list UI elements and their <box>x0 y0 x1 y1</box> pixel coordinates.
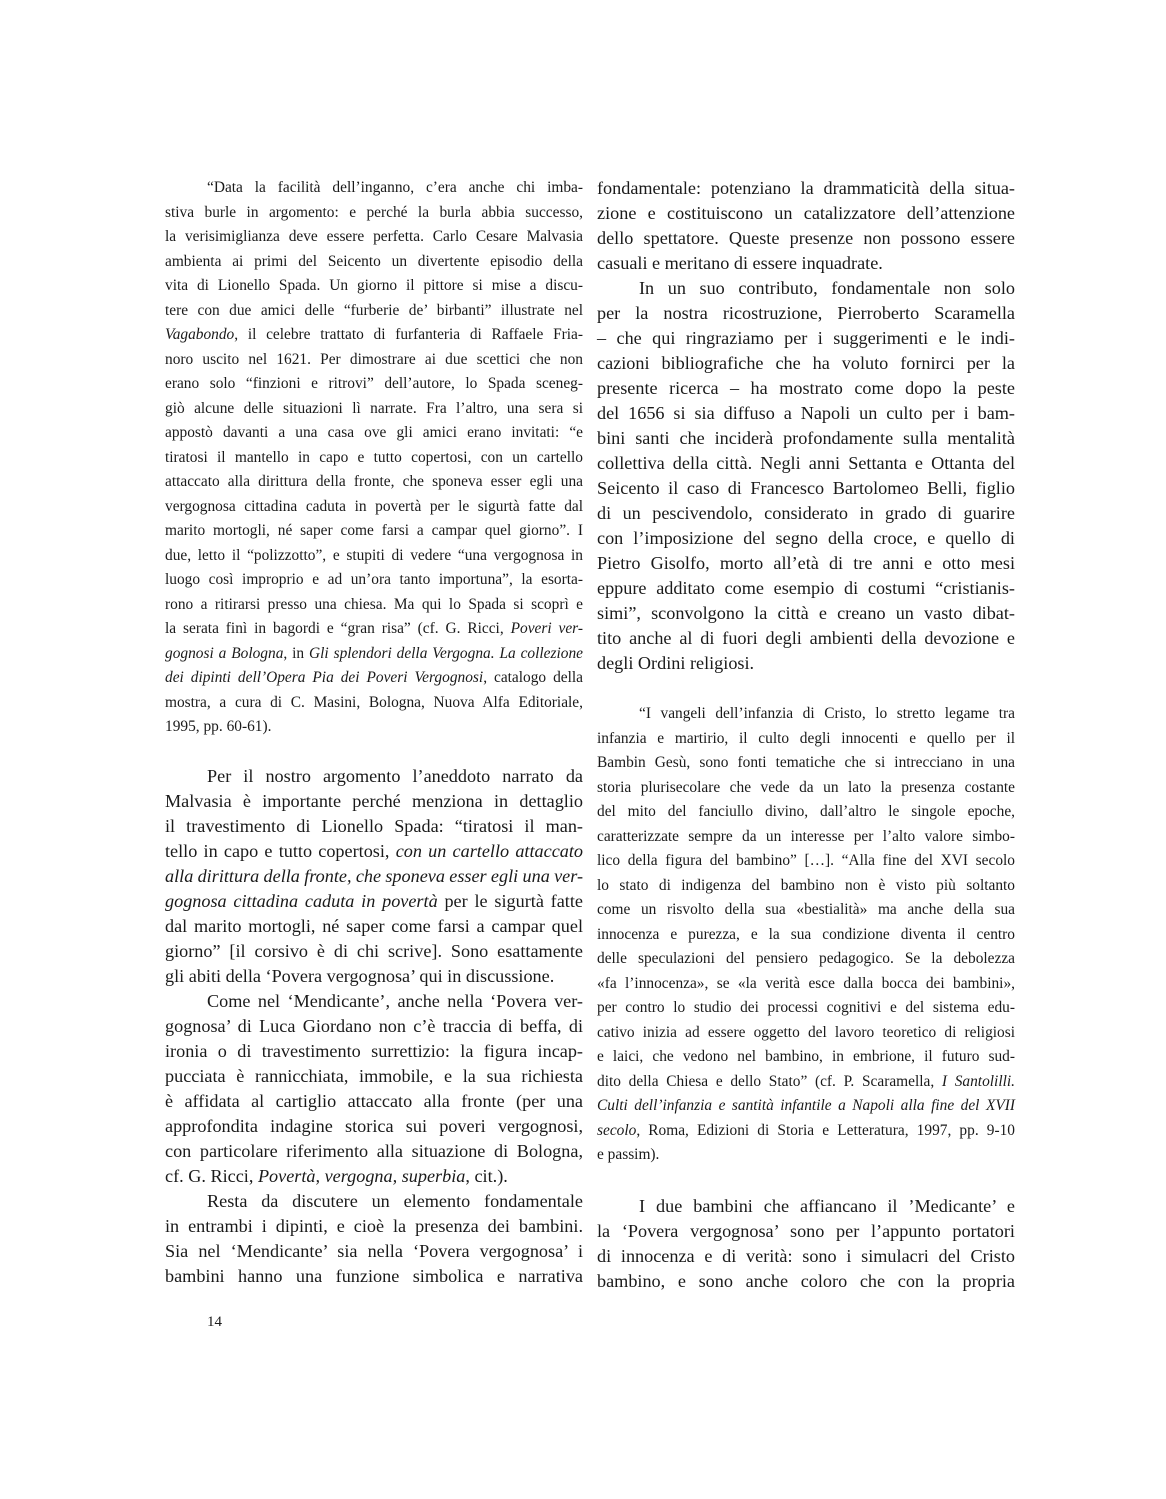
text-line: tiratosi il mantello in capo e tutto copertosi, con un cartello <box>165 448 583 466</box>
text-line: del 1656 si sia diffuso a Napoli un culto per i bam- <box>597 403 1015 423</box>
text-line: fondamentale: potenziano la drammaticità della situa- <box>597 178 1015 198</box>
text-line: caratterizzate sempre da un interesse per l’alto valore simbo- <box>597 827 1015 845</box>
text-line <box>165 642 583 667</box>
text-line: collettiva della città. Negli anni Settanta e Ottanta del <box>597 453 1015 473</box>
text-span: , in <box>283 644 310 662</box>
text-line: cativo inizia ad essere oggetto del lavoro teoretico di religiosi <box>597 1023 1015 1041</box>
text-span: , il celebre trattato di furfanteria di Raffaele Fria- <box>234 326 583 343</box>
text-line: simi”, sconvolgono la città e creano un vasto dibat- <box>597 603 1015 623</box>
text-span: , cit.). <box>465 1166 508 1186</box>
text-line: come un risvolto della sua «bestialità» ma anche della sua <box>597 901 1015 918</box>
text-line: Pietro Gisolfo, morto all’età di tre anni e otto mesi <box>597 553 1015 573</box>
text-line: Sia nel ‘Mendicante’ sia nella ‘Povera vergognosa’ i <box>165 1241 583 1261</box>
text-line: presente ricerca – ha mostrato come dopo la peste <box>597 378 1015 398</box>
text-line: luogo così improprio e ad un’ora tanto importuna”, la esorta- <box>165 571 583 588</box>
text-line: gognosa’ di Luca Giordano non c’è traccia di beffa, di <box>165 1016 583 1036</box>
text-span: , Roma, Edizioni di Storia e Letteratura, 1997, pp. 9-10 <box>636 1121 1015 1139</box>
text-line: 1995, pp. 60-61). <box>165 718 272 735</box>
text-line: bambino, e sono anche coloro che con la propria <box>597 1270 1015 1291</box>
page-number: 14 <box>207 1314 222 1330</box>
text-line: pucciata è rannicchiata, immobile, e la sua richiesta <box>165 1066 583 1086</box>
text-line: la ‘Povera vergognosa’ sono per l’appunto portatori <box>597 1220 1015 1241</box>
italic-title: dei dipinti dell’Opera Pia dei Poveri Vergognosi <box>165 669 484 686</box>
text-line: marito mortogli, né saper come farsi a campar quel giorno”. I <box>165 522 583 539</box>
italic-title: Gli splendori della Vergogna. La collezione <box>309 644 583 662</box>
text-line: con particolare riferimento alla situazione di Bologna, <box>165 1141 583 1161</box>
text-line: eppure additato come esempio di costumi “cristianis- <box>597 578 1015 598</box>
text-line: Bambin Gesù, sono fonti tematiche che si intrecciano in una <box>597 754 1015 771</box>
italic-title: I Santolilli. <box>941 1072 1015 1090</box>
text-line: “Data la facilità dell’inganno, c’era anche chi imba- <box>207 179 583 196</box>
text-line: per contro lo studio dei processi cognitivi e del sistema edu- <box>597 999 1015 1016</box>
text-line: – che qui ringraziamo per i suggerimenti e le indi- <box>597 328 1015 348</box>
quote-block-malvasia <box>165 176 583 742</box>
text-line: rono a ritirarsi presso una chiesa. Ma qui lo Spada si scoprì e <box>165 595 583 613</box>
text-line: è affidata al cartiglio attaccato alla fronte (per una <box>165 1091 583 1111</box>
paragraph-scaramella <box>597 276 1015 676</box>
text-line: tito anche al di fuori degli ambienti della devozione e <box>597 628 1015 648</box>
text-line: appostò davanti a una casa ove gli amici erano invitati: “e <box>165 424 583 441</box>
text-line: noro uscito nel 1621. Per dimostrare ai due scettici che non <box>165 350 583 368</box>
text-line: zione e costituiscono un catalizzatore dell’attenzione <box>597 203 1015 223</box>
text-line: e laici, che vedono nel bambino, in embrione, il futuro sud- <box>597 1048 1015 1065</box>
text-line: giò alcune delle situazioni lì narrate. Fra l’altro, una sera si <box>165 399 583 417</box>
italic-title: secolo <box>597 1121 637 1139</box>
italic-title: gognosi a Bologna <box>165 644 284 662</box>
text-line <box>165 839 583 864</box>
text-line: innocenza e purezza, e la sua condizione diventa il centro <box>597 925 1015 943</box>
italic-quote: alla dirittura della fronte, che sponeva esser egli una ver- <box>165 866 583 886</box>
text-line: “I vangeli dell’infanzia di Cristo, lo stretto legame tra <box>639 705 1015 722</box>
text-line <box>597 1119 1015 1144</box>
text-line: vita di Lionello Spada. Un giorno il pittore si mise a discu- <box>165 277 583 294</box>
text-line: delle speculazioni del pensiero pedagogico. Se la debolezza <box>597 950 1015 967</box>
text-line: «fa l’innocenza», se «la verità esce dalla bocca dei bambini», <box>597 974 1015 992</box>
text-line: ironia o di travestimento surrettizio: la figura incap- <box>165 1041 583 1061</box>
text-line <box>165 864 583 889</box>
text-line: per la nostra ricostruzione, Pierroberto Scaramella <box>597 303 1015 323</box>
text-line: la verisimiglianza deve essere perfetta. Carlo Cesare Malvasia <box>165 228 583 245</box>
paragraph-due-bambini <box>597 1194 1015 1294</box>
italic-quote: gognosa cittadina caduta in povertà <box>165 891 438 911</box>
text-line: giorno” [il corsivo è di chi scrive]. Sono esattamente <box>165 941 583 961</box>
text-line: di innocenza e di verità: sono i simulacri del Cristo <box>597 1245 1015 1266</box>
text-line: e passim). <box>597 1146 660 1163</box>
text-line: con l’imposizione del segno della croce, e quello di <box>597 528 1015 548</box>
text-line: stiva burle in argomento: e perché la burla abbia successo, <box>165 203 583 221</box>
text-line: attaccato alla dirittura della fronte, che sponeva esser egli una <box>165 473 583 490</box>
text-line <box>165 666 583 691</box>
text-line: cazioni bibliografiche che ha voluto fornirci per la <box>597 353 1015 373</box>
text-line: del mito del fanciullo divino, dall’altro le singole epoche, <box>597 803 1015 820</box>
paragraph-aneddoto <box>165 764 583 989</box>
text-span: per le sigurtà fatte <box>437 891 583 911</box>
text-line: bambini hanno una funzione simbolica e narrativa <box>165 1266 583 1286</box>
text-line: ambienta ai primi del Seicento un divertente episodio della <box>165 252 583 270</box>
text-line: Come nel ‘Mendicante’, anche nella ‘Povera ver- <box>207 991 583 1011</box>
text-line: erano solo “finzioni e ritrovi” dell’autore, lo Spada sceneg- <box>165 375 583 392</box>
text-line: Malvasia è importante perché menziona in dettaglio <box>165 791 583 811</box>
text-line <box>165 1164 583 1189</box>
text-line <box>597 1070 1015 1095</box>
text-span: cf. G. Ricci, <box>165 1166 258 1186</box>
paragraph-mendicante <box>165 989 583 1189</box>
text-line: di un pescivendolo, considerato in grado di guarire <box>597 503 1015 523</box>
text-line: Per il nostro argomento l’aneddoto narrato da <box>207 766 583 786</box>
italic-quote: con un cartello attaccato <box>395 841 584 861</box>
text-line: approfondita indagine storica sui poveri vergognosi, <box>165 1116 583 1136</box>
italic-title: Vagabondo <box>165 326 235 343</box>
text-line: In un suo contributo, fondamentale non solo <box>639 278 1015 298</box>
text-line: gli abiti della ‘Povera vergognosa’ qui in discussione. <box>165 966 555 986</box>
text-line: il travestimento di Lionello Spada: “tiratosi il man- <box>165 816 583 836</box>
text-line: lo stato di indigenza del bambino non è visto più soltanto <box>597 876 1015 894</box>
text-line <box>597 1094 1015 1119</box>
text-line <box>165 889 583 914</box>
paragraph-continuation <box>597 176 1015 276</box>
text-line: dal marito mortogli, né saper come farsi a campar quel <box>165 916 583 936</box>
italic-title: Culti dell’infanzia e santità infantile a Napoli alla fine del XVII <box>597 1097 1015 1114</box>
text-line: casuali e meritano di essere inquadrate. <box>597 253 883 273</box>
text-line: Seicento il caso di Francesco Bartolomeo Belli, figlio <box>597 478 1015 498</box>
text-line: dello spettatore. Queste presenze non possono essere <box>597 228 1015 248</box>
text-line: mostra, a cura di C. Masini, Bologna, Nuova Alfa Editoriale, <box>165 693 583 711</box>
text-line: tere con due amici delle “furberie de’ birbanti” illustrate nel <box>165 301 583 319</box>
text-line: in entrambi i dipinti, e cioè la presenza dei bambini. <box>165 1216 583 1236</box>
text-span: la serata finì in bagordi e “gran risa” (cf. G. Ricci, <box>165 620 511 637</box>
text-line: due, letto il “polizzotto”, e stupiti di vedere “una vergognosa in <box>165 546 583 564</box>
text-line: degli Ordini religiosi. <box>597 653 755 673</box>
text-span: , catalogo della <box>483 669 583 686</box>
text-line <box>165 617 583 642</box>
text-line: I due bambini che affiancano il ’Medicante’ e <box>639 1195 1015 1216</box>
italic-title: Povertà, vergogna, superbia <box>257 1166 466 1186</box>
right-column <box>597 176 1015 1294</box>
paragraph-bambini <box>165 1189 583 1289</box>
quote-block-scaramella <box>597 702 1015 1168</box>
italic-title: Poveri ver- <box>510 620 583 637</box>
text-line: Resta da discutere un elemento fondamentale <box>207 1191 583 1211</box>
text-line: infanzia e martirio, il culto degli innocenti e quello per il <box>597 729 1015 747</box>
left-column <box>165 176 583 1289</box>
text-line: bini santi che inciderà profondamente sulla mentalità <box>597 428 1015 448</box>
text-span: dito della Chiesa e dello Stato” (cf. P. Scaramella, <box>597 1072 942 1090</box>
text-span: tello in capo e tutto copertosi, <box>165 841 396 861</box>
text-line <box>165 323 583 348</box>
text-line: lico della figura del bambino” […]. “Alla fine del XVI secolo <box>597 852 1015 869</box>
text-line: vergognosa cittadina caduta in povertà per le sigurtà fatte dal <box>165 497 583 515</box>
text-line: storia plurisecolare che vede da un lato la presenza costante <box>597 778 1015 796</box>
